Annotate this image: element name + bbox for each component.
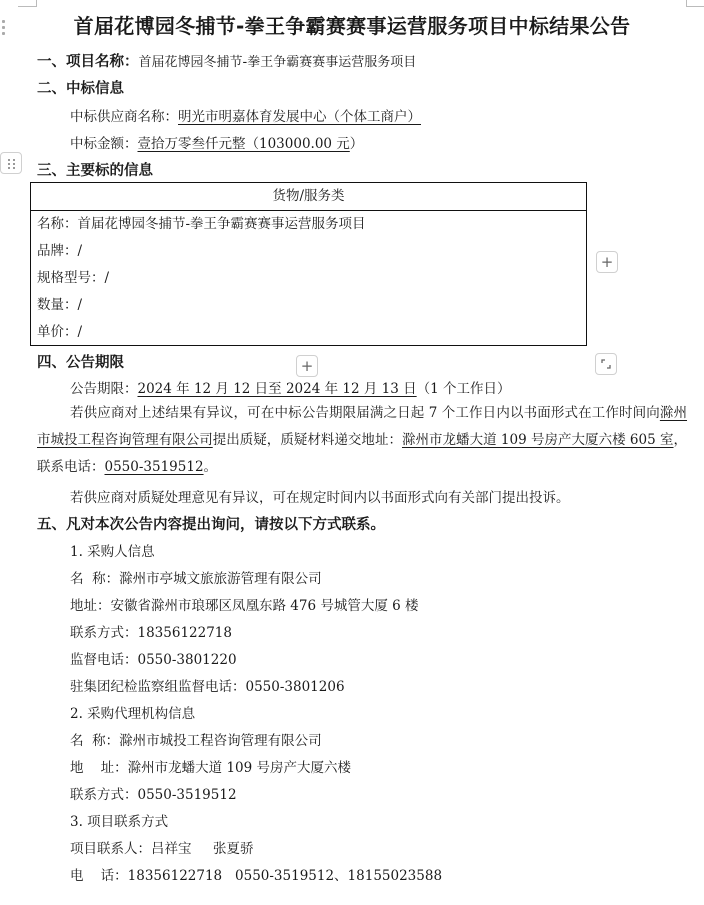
section3-heading: 三、主要标的信息 bbox=[37, 163, 153, 179]
objection-address: 滁州市龙蟠大道 109 号房产大厦六楼 605 室 bbox=[401, 432, 674, 448]
complaint-line: 若供应商对质疑处理意见有异议，可在规定时间内以书面形式向有关部门提出投诉。 bbox=[70, 490, 570, 506]
supplier-label: 中标供应商名称： bbox=[70, 109, 178, 125]
objection-paragraph bbox=[37, 400, 687, 481]
objection-agency: 滁州市城投工程咨询管理有限公司 bbox=[37, 405, 688, 448]
objection-text-3: ，联系电话： bbox=[37, 432, 688, 475]
section2-heading: 二、中标信息 bbox=[37, 81, 124, 97]
contact-line: 监督电话：0550-3801220 bbox=[70, 652, 237, 668]
contact-line: 地址：安徽省滁州市琅琊区凤凰东路 476 号城管大厦 6 楼 bbox=[70, 598, 419, 614]
table-header: 货物/服务类 bbox=[31, 183, 586, 211]
contact-line: 驻集团纪检监察组监督电话：0550-3801206 bbox=[70, 679, 345, 695]
table-row: 品牌：/ bbox=[37, 243, 83, 259]
contact-line: 3. 项目联系方式 bbox=[70, 814, 169, 830]
contact-line: 联系方式：18356122718 bbox=[70, 625, 232, 641]
amount-suffix: ） bbox=[349, 136, 364, 152]
period-suffix: （1 个工作日） bbox=[416, 381, 511, 397]
contact-line: 地 址：滁州市龙蟠大道 109 号房产大厦六楼 bbox=[70, 760, 352, 776]
add-column-button[interactable]: + bbox=[596, 251, 618, 273]
project-name-value: 首届花博园冬捕节-拳王争霸赛赛事运营服务项目 bbox=[138, 55, 417, 70]
period-value: 2024 年 12 月 12 日至 2024 年 12 月 13 日 bbox=[137, 381, 417, 397]
page-corner-mark-top-left bbox=[18, 0, 37, 7]
table-row: 名称：首届花博园冬捕节-拳王争霸赛赛事运营服务项目 bbox=[37, 216, 366, 232]
contact-line: 电 话：18356122718 0550-3519512、18155023588 bbox=[70, 868, 443, 884]
period-line bbox=[70, 377, 511, 397]
contact-line: 名 称：滁州市城投工程咨询管理有限公司 bbox=[70, 733, 322, 749]
contact-line: 联系方式：0550-3519512 bbox=[70, 787, 237, 803]
contact-line: 1. 采购人信息 bbox=[70, 544, 155, 560]
section4-heading: 四、公告期限 bbox=[37, 355, 124, 371]
table-row: 单价：/ bbox=[37, 324, 83, 340]
page-corner-mark-top-right bbox=[686, 0, 704, 7]
supplier-line bbox=[70, 105, 421, 125]
section5-heading: 五、凡对本次公告内容提出询问，请按以下方式联系。 bbox=[37, 517, 385, 533]
contact-line: 名 称：滁州市亭城文旅旅游管理有限公司 bbox=[70, 571, 322, 587]
target-info-table bbox=[30, 182, 587, 346]
table-row: 数量：/ bbox=[37, 297, 83, 313]
supplier-value: 明光市明嘉体育发展中心（个体工商户） bbox=[178, 109, 421, 125]
resize-table-button[interactable] bbox=[595, 353, 617, 375]
section-project-name bbox=[37, 50, 416, 71]
amount-line bbox=[70, 132, 363, 152]
resize-icon bbox=[601, 359, 611, 369]
page-title: 首届花博园冬捕节-拳王争霸赛赛事运营服务项目中标结果公告 bbox=[73, 14, 631, 38]
amount-label: 中标金额： bbox=[70, 136, 138, 152]
add-row-button[interactable]: + bbox=[296, 355, 318, 377]
objection-text: 若供应商对上述结果有异议，可在中标公告期限届满之日起 7 个工作日内以书面形式在工作时间向 bbox=[70, 405, 660, 421]
table-row: 规格型号：/ bbox=[37, 270, 110, 286]
contact-line: 项目联系人：吕祥宝 张夏骄 bbox=[70, 841, 254, 857]
amount-value: 壹拾万零叁仟元整（103000.00 元 bbox=[137, 136, 350, 152]
objection-text-2: 提出质疑，质疑材料递交地址： bbox=[212, 432, 402, 448]
section1-heading: 一、项目名称： bbox=[37, 54, 139, 70]
contact-line: 2. 采购代理机构信息 bbox=[70, 706, 196, 722]
period-label: 公告期限： bbox=[70, 381, 138, 397]
objection-end: 。 bbox=[203, 459, 218, 475]
objection-phone: 0550-3519512 bbox=[104, 459, 204, 475]
table-drag-handle[interactable] bbox=[0, 152, 22, 174]
